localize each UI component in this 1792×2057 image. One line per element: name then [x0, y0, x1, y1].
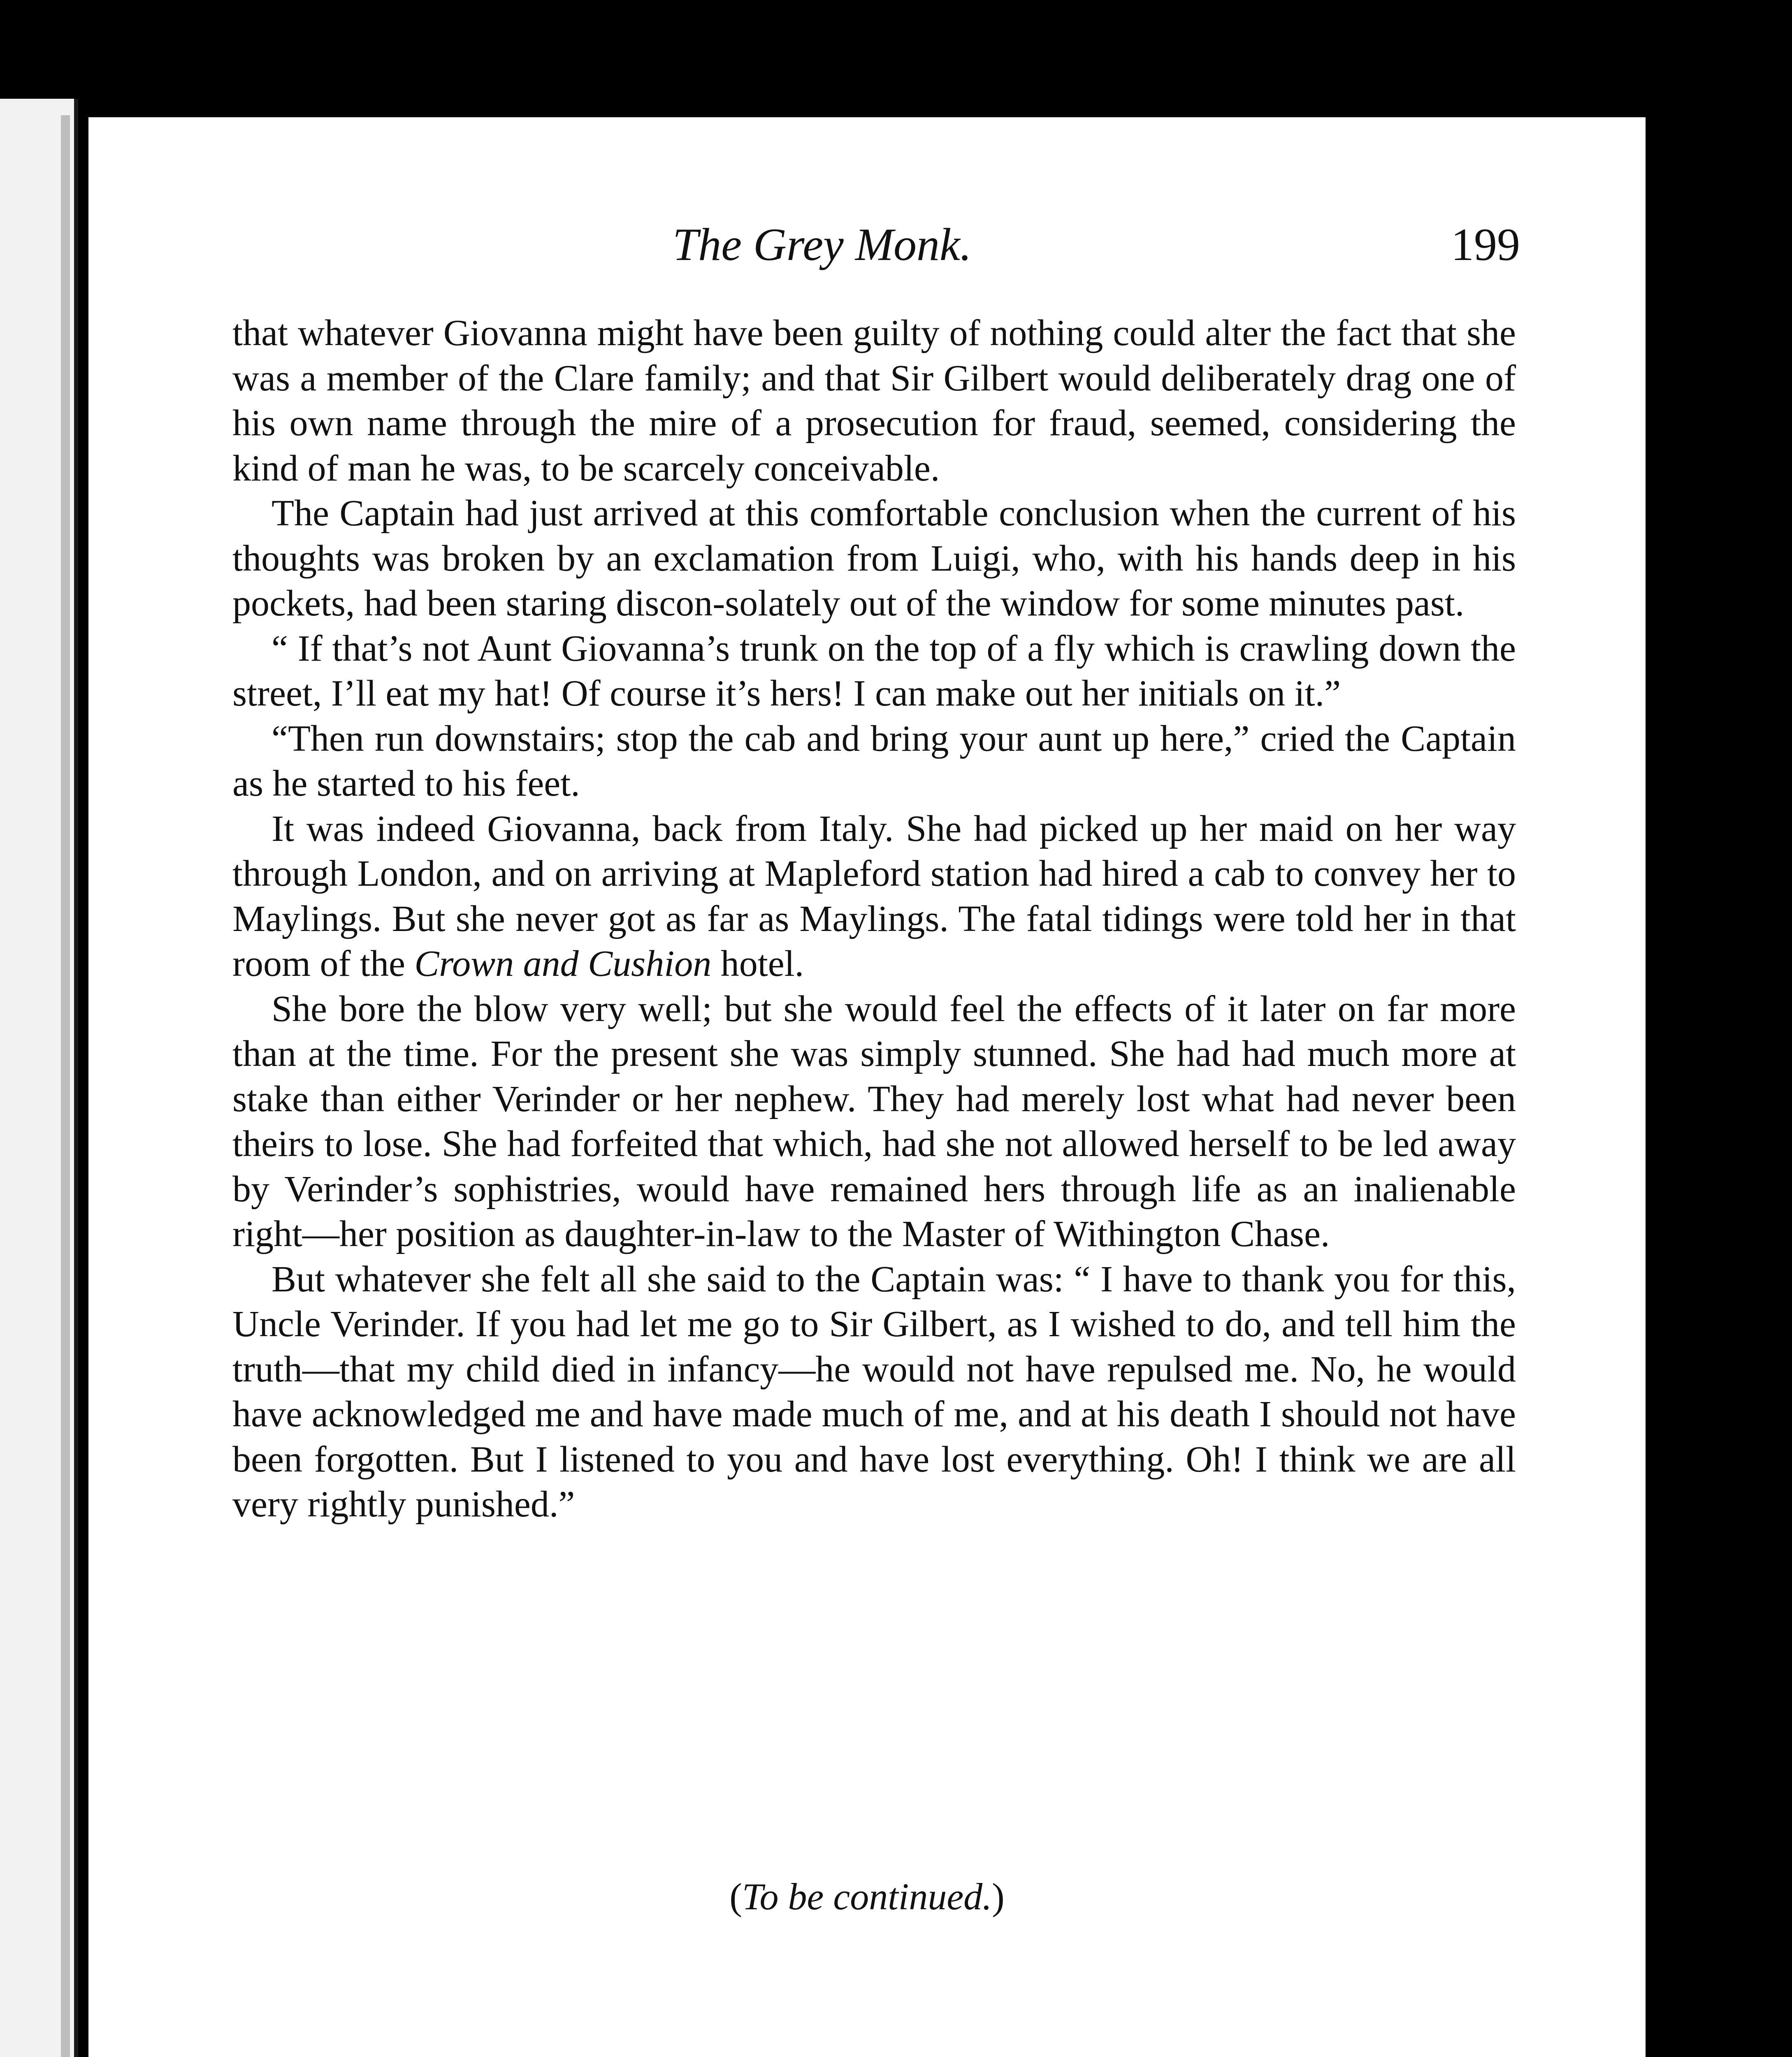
continuation-note — [88, 1874, 1646, 1919]
paragraph — [232, 491, 1516, 626]
paragraph — [232, 626, 1516, 716]
paragraph — [232, 716, 1516, 806]
continuation-text: To be continued. — [742, 1876, 992, 1918]
text-run: But whatever she felt all she said to the Captain was: “ I have to thank you for this, Uncle Verinder. If you had let me go to Sir Gilbert, as I wished to do, and tell him the truth—that my child died in infancy—he would not have repulsed me. No, he would have acknowledged me and have made much of me, and at his death I should not have been forgotten. But I listened to you and have lost everything. Oh! I think we are all very rightly punished.” — [232, 1258, 1516, 1525]
paragraph — [232, 1257, 1516, 1527]
facing-page-edge — [0, 99, 78, 2057]
text-run: that whatever Giovanna might have been guilty of nothing could alter the fact that she was a member of the Clare family; and that Sir Gilbert would deliberately drag one of his own name through the mire of a prosecution for fraud, seemed, considering the kind of man he was, to be scarcely conceivable. — [232, 313, 1516, 489]
page-number: 199 — [1451, 219, 1520, 270]
text-run: The Captain had just arrived at this comfortable conclusion when the current of his thoughts was broken by an exclamation from Luigi, who, with his hands deep in his pockets, had been staring discon-solately out of the window for some minutes past. — [232, 493, 1516, 624]
continuation-close-paren: ) — [992, 1876, 1005, 1918]
continuation-open-paren: ( — [729, 1876, 742, 1918]
running-title: The Grey Monk. — [673, 219, 972, 270]
paragraph — [232, 987, 1516, 1257]
text-run: hotel. — [711, 943, 804, 984]
paragraph — [232, 806, 1516, 987]
text-run: She bore the blow very well; but she would feel the effects of it later on far more than at the time. For the present she was simply stunned. She had had much more at stake than either Verinder or her nephew. They had merely lost what had never been theirs to lose. She had forfeited that which, had she not allowed herself to be led away by Verinder’s sophistries, would have remained hers through life as an inalienable right—her position as daughter-in-law to the Master of Withington Chase. — [232, 988, 1516, 1254]
text-run: “ If that’s not Aunt Giovanna’s trunk on the top of a fly which is crawling down the street, I’ll eat my hat! Of course it’s hers! I can make out her initials on it.” — [232, 628, 1516, 714]
running-head — [88, 220, 1646, 269]
body-text — [232, 311, 1516, 1527]
text-run: It was indeed Giovanna, back from Italy. She had picked up her maid on her way through London, and on arriving at Mapleford station had hired a cab to convey her to Maylings. But she never got as far as Maylings. The fatal tidings were told her in that room of the — [232, 808, 1516, 984]
italic-text: Crown and Cushion — [414, 943, 712, 984]
paragraph — [232, 311, 1516, 491]
book-page — [88, 117, 1646, 2057]
text-run: “Then run downstairs; stop the cab and bring your aunt up here,” cried the Captain as he started to his feet. — [232, 718, 1516, 804]
